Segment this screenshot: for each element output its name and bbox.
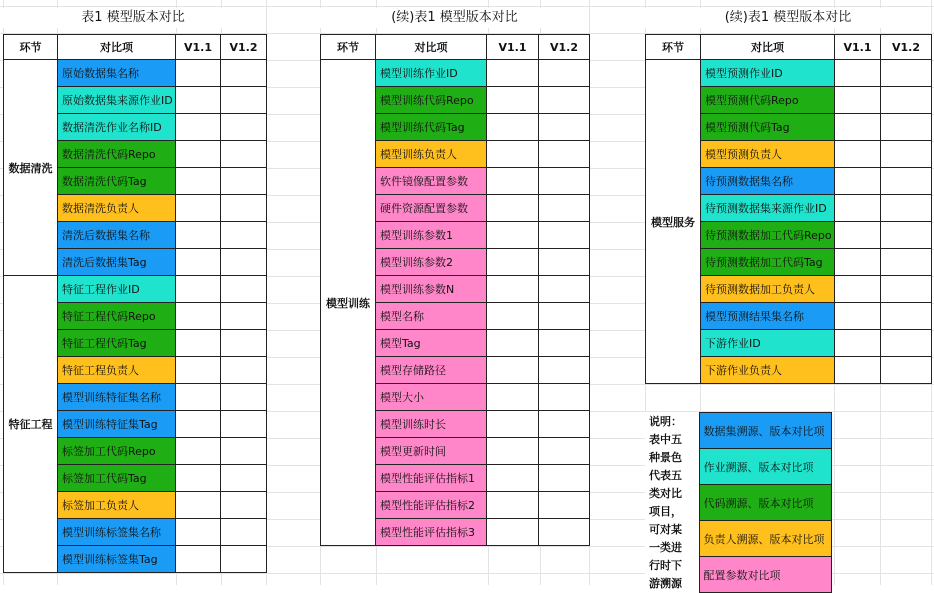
stage-cell: 数据清洗: [4, 60, 58, 276]
item-cell[interactable]: 数据清洗代码Tag: [58, 168, 176, 195]
value-cell-v2[interactable]: [539, 465, 590, 492]
item-cell[interactable]: 待预测数据加工代码Tag: [701, 249, 835, 276]
item-cell[interactable]: 特征工程代码Repo: [58, 303, 176, 330]
value-cell-v2[interactable]: [881, 195, 932, 222]
item-cell[interactable]: 模型训练标签集Tag: [58, 546, 176, 573]
value-cell-v1[interactable]: [487, 276, 539, 303]
stage-cell: 模型服务: [646, 60, 701, 384]
legend-item: 负责人溯源、版本对比项: [699, 521, 831, 557]
value-cell-v1[interactable]: [487, 465, 539, 492]
value-cell-v1[interactable]: [487, 114, 539, 141]
value-cell-v1[interactable]: [487, 357, 539, 384]
legend-note: 说明：表中五种景色代表五类对比项目，可对某一类进行时下游溯源: [649, 414, 682, 590]
value-cell-v2[interactable]: [539, 114, 590, 141]
item-cell[interactable]: 标签加工负责人: [58, 492, 176, 519]
value-cell-v1[interactable]: [176, 60, 221, 87]
value-cell-v1[interactable]: [176, 357, 221, 384]
item-cell[interactable]: 模型性能评估指标3: [376, 519, 487, 546]
item-cell[interactable]: 模型性能评估指标2: [376, 492, 487, 519]
table3: [645, 34, 932, 384]
value-cell-v2[interactable]: [221, 60, 267, 87]
value-cell-v2[interactable]: [881, 222, 932, 249]
item-cell[interactable]: 待预测数据集名称: [701, 168, 835, 195]
value-cell-v2[interactable]: [539, 222, 590, 249]
value-cell-v1[interactable]: [835, 276, 881, 303]
value-cell-v1[interactable]: [487, 492, 539, 519]
item-cell[interactable]: 待预测数据加工代码Repo: [701, 222, 835, 249]
legend-item: 作业溯源、版本对比项: [699, 449, 831, 485]
table3-title: (续)表1 模型版本对比: [645, 8, 931, 28]
item-cell[interactable]: 数据清洗代码Repo: [58, 141, 176, 168]
value-cell-v2[interactable]: [881, 276, 932, 303]
item-cell[interactable]: 下游作业负责人: [701, 357, 835, 384]
value-cell-v2[interactable]: [881, 303, 932, 330]
table1-title: 表1 模型版本对比: [0, 8, 266, 28]
header-v1: V1.1: [835, 35, 881, 60]
value-cell-v1[interactable]: [176, 114, 221, 141]
stage-cell: 模型训练: [321, 60, 376, 546]
value-cell-v1[interactable]: [487, 60, 539, 87]
value-cell-v1[interactable]: [176, 492, 221, 519]
value-cell-v2[interactable]: [221, 168, 267, 195]
value-cell-v2[interactable]: [881, 60, 932, 87]
value-cell-v2[interactable]: [539, 438, 590, 465]
value-cell-v1[interactable]: [176, 384, 221, 411]
value-cell-v1[interactable]: [835, 60, 881, 87]
item-cell[interactable]: 模型训练标签集名称: [58, 519, 176, 546]
value-cell-v1[interactable]: [835, 249, 881, 276]
item-cell[interactable]: 模型性能评估指标1: [376, 465, 487, 492]
value-cell-v2[interactable]: [221, 222, 267, 249]
item-cell[interactable]: 模型名称: [376, 303, 487, 330]
value-cell-v2[interactable]: [221, 249, 267, 276]
value-cell-v2[interactable]: [221, 357, 267, 384]
value-cell-v1[interactable]: [176, 411, 221, 438]
value-cell-v1[interactable]: [176, 276, 221, 303]
color-legend: [645, 412, 832, 593]
value-cell-v1[interactable]: [487, 141, 539, 168]
value-cell-v2[interactable]: [221, 492, 267, 519]
value-cell-v2[interactable]: [539, 492, 590, 519]
value-cell-v1[interactable]: [487, 168, 539, 195]
value-cell-v1[interactable]: [176, 168, 221, 195]
value-cell-v2[interactable]: [539, 87, 590, 114]
item-cell[interactable]: 模型大小: [376, 384, 487, 411]
item-cell[interactable]: 待预测数据集来源作业ID: [701, 195, 835, 222]
value-cell-v2[interactable]: [881, 249, 932, 276]
value-cell-v1[interactable]: [487, 438, 539, 465]
value-cell-v2[interactable]: [221, 438, 267, 465]
item-cell[interactable]: 模型Tag: [376, 330, 487, 357]
value-cell-v1[interactable]: [176, 249, 221, 276]
item-cell[interactable]: 数据清洗作业名称ID: [58, 114, 176, 141]
value-cell-v1[interactable]: [176, 222, 221, 249]
value-cell-v2[interactable]: [221, 519, 267, 546]
value-cell-v1[interactable]: [835, 330, 881, 357]
item-cell[interactable]: 模型预测作业ID: [701, 60, 835, 87]
item-cell[interactable]: 特征工程作业ID: [58, 276, 176, 303]
value-cell-v1[interactable]: [487, 303, 539, 330]
item-cell[interactable]: 模型存储路径: [376, 357, 487, 384]
value-cell-v1[interactable]: [835, 303, 881, 330]
item-cell[interactable]: 软件镜像配置参数: [376, 168, 487, 195]
value-cell-v2[interactable]: [539, 411, 590, 438]
value-cell-v2[interactable]: [881, 357, 932, 384]
item-cell[interactable]: 模型训练代码Repo: [376, 87, 487, 114]
value-cell-v1[interactable]: [176, 438, 221, 465]
item-cell[interactable]: 模型训练时长: [376, 411, 487, 438]
value-cell-v1[interactable]: [176, 303, 221, 330]
stage-cell: 特征工程: [4, 276, 58, 573]
header-item: 对比项: [376, 35, 487, 60]
value-cell-v1[interactable]: [176, 87, 221, 114]
value-cell-v1[interactable]: [176, 519, 221, 546]
item-cell[interactable]: 模型训练负责人: [376, 141, 487, 168]
value-cell-v2[interactable]: [539, 195, 590, 222]
item-cell[interactable]: 清洗后数据集名称: [58, 222, 176, 249]
value-cell-v2[interactable]: [881, 168, 932, 195]
header-v2: V1.2: [221, 35, 267, 60]
value-cell-v2[interactable]: [221, 87, 267, 114]
legend-item: 数据集溯源、版本对比项: [699, 413, 831, 449]
item-cell[interactable]: 特征工程负责人: [58, 357, 176, 384]
value-cell-v2[interactable]: [881, 87, 932, 114]
item-cell[interactable]: 模型训练特征集名称: [58, 384, 176, 411]
value-cell-v1[interactable]: [176, 141, 221, 168]
legend-item: 代码溯源、版本对比项: [699, 485, 831, 521]
item-cell[interactable]: 模型更新时间: [376, 438, 487, 465]
item-cell[interactable]: 清洗后数据集Tag: [58, 249, 176, 276]
value-cell-v2[interactable]: [539, 276, 590, 303]
item-cell[interactable]: 数据清洗负责人: [58, 195, 176, 222]
value-cell-v2[interactable]: [539, 303, 590, 330]
value-cell-v2[interactable]: [539, 519, 590, 546]
header-v2: V1.2: [539, 35, 590, 60]
value-cell-v2[interactable]: [221, 141, 267, 168]
table3-header-row: [646, 35, 932, 60]
header-item: 对比项: [58, 35, 176, 60]
item-cell[interactable]: 模型预测结果集名称: [701, 303, 835, 330]
value-cell-v2[interactable]: [221, 330, 267, 357]
header-stage: 环节: [321, 35, 376, 60]
table2-header-row: [321, 35, 590, 60]
header-stage: 环节: [4, 35, 58, 60]
table1: [3, 34, 267, 573]
value-cell-v2[interactable]: [881, 114, 932, 141]
item-cell[interactable]: 模型预测代码Repo: [701, 87, 835, 114]
item-cell[interactable]: 模型训练作业ID: [376, 60, 487, 87]
header-item: 对比项: [701, 35, 835, 60]
value-cell-v2[interactable]: [539, 168, 590, 195]
table-row: [321, 60, 590, 87]
value-cell-v2[interactable]: [221, 411, 267, 438]
value-cell-v2[interactable]: [221, 195, 267, 222]
item-cell[interactable]: 硬件资源配置参数: [376, 195, 487, 222]
value-cell-v1[interactable]: [487, 87, 539, 114]
value-cell-v1[interactable]: [835, 87, 881, 114]
item-cell[interactable]: 原始数据集名称: [58, 60, 176, 87]
table1-header-row: [4, 35, 267, 60]
value-cell-v1[interactable]: [487, 519, 539, 546]
value-cell-v1[interactable]: [487, 330, 539, 357]
item-cell[interactable]: 模型训练参数N: [376, 276, 487, 303]
value-cell-v1[interactable]: [176, 330, 221, 357]
legend-row: [645, 413, 831, 449]
item-cell[interactable]: 下游作业ID: [701, 330, 835, 357]
value-cell-v2[interactable]: [881, 330, 932, 357]
value-cell-v1[interactable]: [487, 222, 539, 249]
value-cell-v2[interactable]: [221, 546, 267, 573]
item-cell[interactable]: 模型预测代码Tag: [701, 114, 835, 141]
item-cell[interactable]: 模型预测负责人: [701, 141, 835, 168]
value-cell-v2[interactable]: [221, 384, 267, 411]
table2: [320, 34, 590, 546]
value-cell-v1[interactable]: [835, 222, 881, 249]
table2-title: (续)表1 模型版本对比: [320, 8, 589, 28]
value-cell-v1[interactable]: [835, 195, 881, 222]
item-cell[interactable]: 模型训练特征集Tag: [58, 411, 176, 438]
header-stage: 环节: [646, 35, 701, 60]
value-cell-v2[interactable]: [221, 276, 267, 303]
table-row: [646, 60, 932, 87]
value-cell-v1[interactable]: [176, 195, 221, 222]
header-v1: V1.1: [176, 35, 221, 60]
value-cell-v2[interactable]: [539, 357, 590, 384]
value-cell-v2[interactable]: [539, 249, 590, 276]
grid-line: [0, 6, 934, 7]
value-cell-v2[interactable]: [539, 141, 590, 168]
value-cell-v1[interactable]: [487, 195, 539, 222]
item-cell[interactable]: 标签加工代码Repo: [58, 438, 176, 465]
table-row: [4, 60, 267, 87]
item-cell[interactable]: 模型训练代码Tag: [376, 114, 487, 141]
item-cell[interactable]: 原始数据集来源作业ID: [58, 87, 176, 114]
item-cell[interactable]: 标签加工代码Tag: [58, 465, 176, 492]
value-cell-v2[interactable]: [539, 384, 590, 411]
value-cell-v1[interactable]: [835, 114, 881, 141]
value-cell-v1[interactable]: [835, 357, 881, 384]
header-v1: V1.1: [487, 35, 539, 60]
value-cell-v1[interactable]: [835, 141, 881, 168]
value-cell-v1[interactable]: [176, 465, 221, 492]
item-cell[interactable]: 待预测数据加工负责人: [701, 276, 835, 303]
item-cell[interactable]: 模型训练参数1: [376, 222, 487, 249]
value-cell-v2[interactable]: [221, 465, 267, 492]
value-cell-v1[interactable]: [487, 249, 539, 276]
value-cell-v1[interactable]: [835, 168, 881, 195]
table-row: [4, 276, 267, 303]
value-cell-v1[interactable]: [487, 384, 539, 411]
value-cell-v2[interactable]: [221, 303, 267, 330]
item-cell[interactable]: 模型训练参数2: [376, 249, 487, 276]
value-cell-v1[interactable]: [176, 546, 221, 573]
legend-item: 配置参数对比项: [699, 557, 831, 593]
item-cell[interactable]: 特征工程代码Tag: [58, 330, 176, 357]
value-cell-v2[interactable]: [221, 114, 267, 141]
value-cell-v1[interactable]: [487, 411, 539, 438]
value-cell-v2[interactable]: [539, 60, 590, 87]
header-v2: V1.2: [881, 35, 932, 60]
value-cell-v2[interactable]: [539, 330, 590, 357]
value-cell-v2[interactable]: [881, 141, 932, 168]
